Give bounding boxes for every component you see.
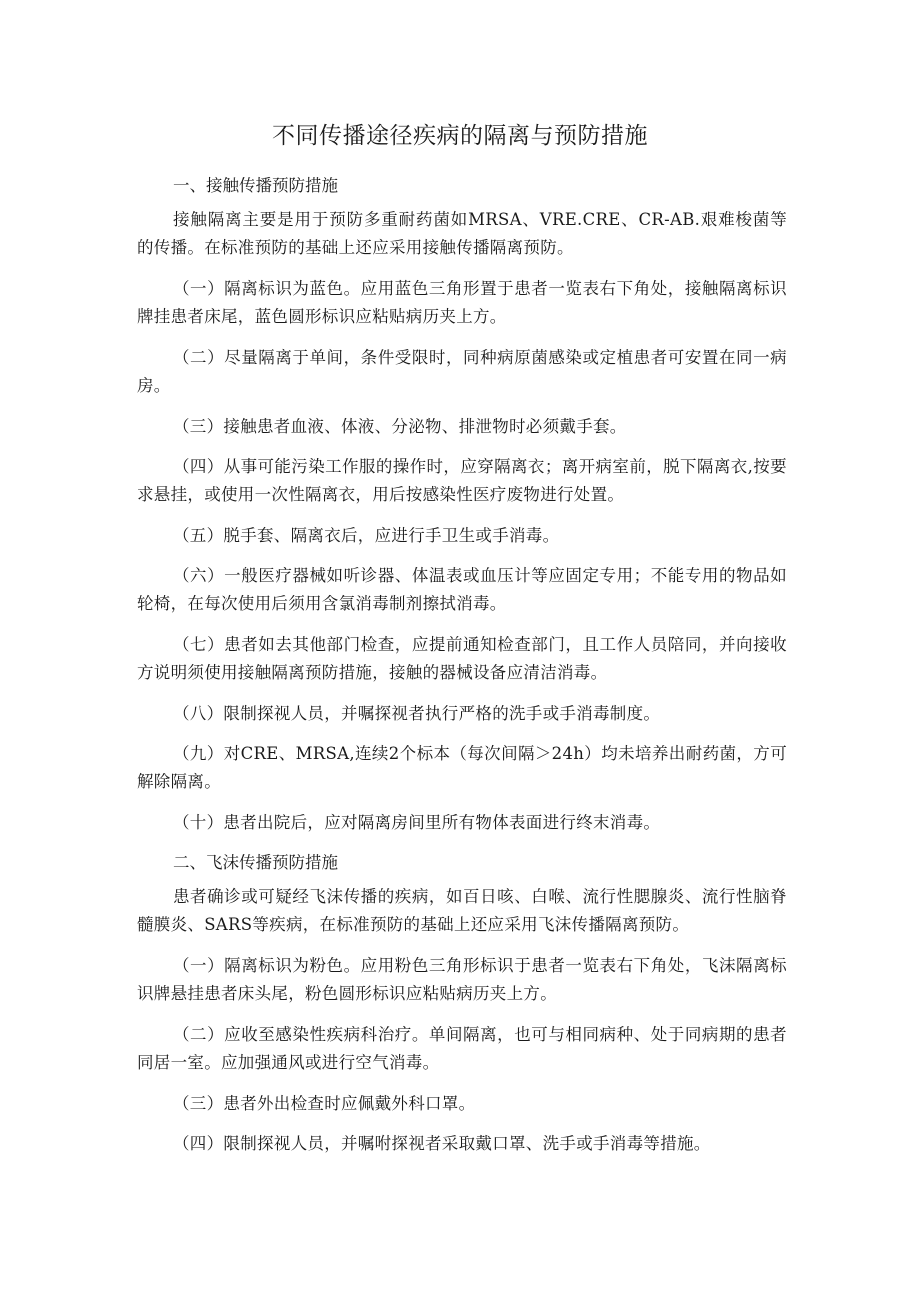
section-heading-contact: 一、接触传播预防措施 (173, 176, 338, 195)
contact-item-6: （六）一般医疗器械如听诊器、体温表或血压计等应固定专用；不能专用的物品如轮椅，在每次使用后须用含氯消毒制剂擦拭消毒。 (137, 566, 787, 613)
contact-item-4: （四）从事可能污染工作服的操作时，应穿隔离衣；离开病室前，脱下隔离衣,按要求悬挂，或使用一次性隔离衣，用后按感染性医疗废物进行处置。 (137, 457, 787, 504)
document-body (137, 172, 787, 1170)
contact-item-2: （二）尽量隔离于单间，条件受限时，同种病原菌感染或定植患者可安置在同一病房。 (137, 348, 787, 395)
droplet-item-1: （一）隔离标识为粉色。应用粉色三角形标识于患者一览表右下角处，飞沫隔离标识牌悬挂患者床头尾，粉色圆形标识应粘贴病历夹上方。 (137, 956, 787, 1003)
droplet-item-3: （三）患者外出检查时应佩戴外科口罩。 (173, 1094, 476, 1113)
contact-item-1: （一）隔离标识为蓝色。应用蓝色三角形置于患者一览表右下角处，接触隔离标识牌挂患者床尾，蓝色圆形标识应粘贴病历夹上方。 (137, 279, 787, 326)
contact-item-8: （八）限制探视人员，并嘱探视者执行严格的洗手或手消毒制度。 (173, 704, 661, 723)
contact-item-5: （五）脱手套、隔离衣后，应进行手卫生或手消毒。 (173, 526, 560, 545)
section-intro-droplet: 患者确诊或可疑经飞沫传播的疾病，如百日咳、白喉、流行性腮腺炎、流行性脑脊髓膜炎、SARS等疾病，在标准预防的基础上还应采用飞沫传播隔离预防。 (137, 887, 787, 934)
contact-item-7: （七）患者如去其他部门检查，应提前通知检查部门，且工作人员陪同，并向接收方说明须使用接触隔离预防措施，接触的器械设备应清洁消毒。 (137, 635, 787, 682)
document-title: 不同传播途径疾病的隔离与预防措施 (272, 123, 648, 149)
section-heading-droplet: 二、飞沫传播预防措施 (173, 853, 338, 872)
contact-item-3: （三）接触患者血液、体液、分泌物、排泄物时必须戴手套。 (173, 417, 627, 436)
droplet-item-4: （四）限制探视人员，并嘱咐探视者采取戴口罩、洗手或手消毒等措施。 (173, 1134, 711, 1153)
section-intro-contact: 接触隔离主要是用于预防多重耐药菌如MRSA、VRE.CRE、CR-AB.艰难梭菌等的传播。在标准预防的基础上还应采用接触传播隔离预防。 (137, 210, 787, 257)
contact-item-10: （十）患者出院后，应对隔离房间里所有物体表面进行终末消毒。 (173, 813, 661, 832)
contact-item-9: （九）对CRE、MRSA,连续2个标本（每次间隔＞24h）均未培养出耐药菌，方可解除隔离。 (137, 744, 787, 791)
droplet-item-2: （二）应收至感染性疾病科治疗。单间隔离，也可与相同病种、处于同病期的患者同居一室。应加强通风或进行空气消毒。 (137, 1025, 787, 1072)
